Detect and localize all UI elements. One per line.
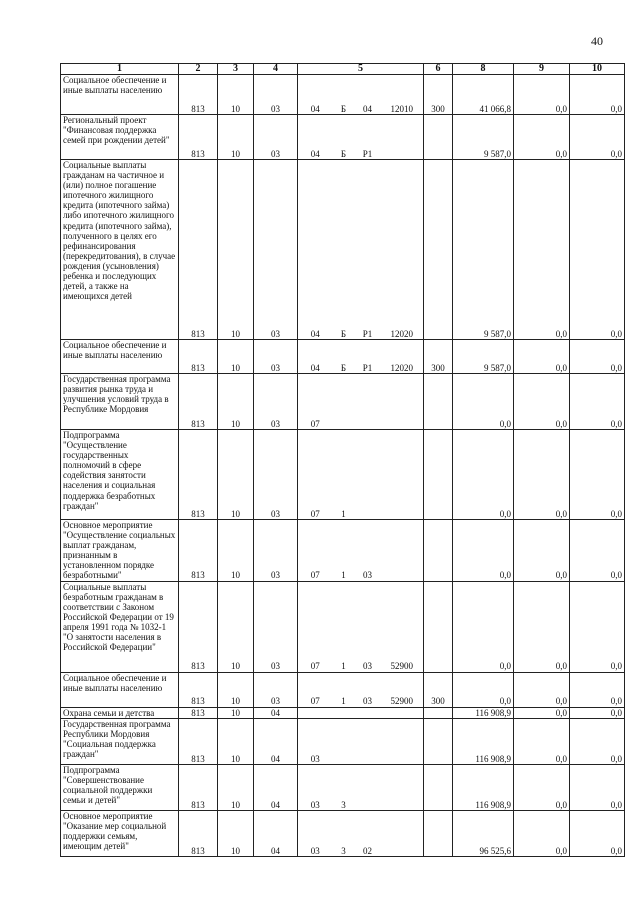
col-5-part-3: 03 [355,581,381,672]
header-row [61,64,625,75]
col-6 [424,764,453,810]
col-5-part-3 [355,718,381,764]
col-3: 10 [218,718,254,764]
col-6: 300 [424,672,453,707]
col-3: 10 [218,810,254,856]
column-header-8: 8 [453,64,514,75]
col-8: 96 525,6 [453,810,514,856]
row-name: Государственная программа Республики Мордовия "Социальная поддержка граждан" [61,718,179,764]
col-5-part-1: 03 [298,810,333,856]
col-2: 813 [179,581,218,672]
col-10: 0,0 [570,430,625,520]
col-2: 813 [179,672,218,707]
col-5-part-3 [355,707,381,718]
table-body [61,75,625,857]
row-name: Подпрограмма "Осуществление государственных полномочий в сфере содействия занятости населения и социальная поддержка безработных граждан" [61,430,179,520]
col-4: 03 [254,581,298,672]
col-5-part-1: 07 [298,430,333,520]
col-5-part-1: 07 [298,581,333,672]
col-8: 0,0 [453,374,514,430]
col-5-part-4 [381,374,424,430]
table-row [61,810,625,856]
col-9: 0,0 [514,707,570,718]
col-6 [424,520,453,582]
column-header-4: 4 [254,64,298,75]
col-5-part-2: 1 [333,430,355,520]
col-10: 0,0 [570,764,625,810]
col-5-part-4 [381,115,424,160]
col-3: 10 [218,764,254,810]
col-2: 813 [179,115,218,160]
col-2: 813 [179,520,218,582]
table-row [61,707,625,718]
row-name: Социальное обеспечение и иные выплаты населению [61,340,179,374]
col-2: 813 [179,718,218,764]
col-2: 813 [179,764,218,810]
col-9: 0,0 [514,75,570,115]
col-10: 0,0 [570,520,625,582]
col-10: 0,0 [570,581,625,672]
col-8: 9 587,0 [453,115,514,160]
col-5-part-3: 03 [355,672,381,707]
col-5-part-1: 04 [298,160,333,340]
col-8: 0,0 [453,430,514,520]
col-3: 10 [218,581,254,672]
col-6 [424,430,453,520]
col-6 [424,707,453,718]
col-9: 0,0 [514,430,570,520]
col-5-part-2: 3 [333,764,355,810]
col-3: 10 [218,75,254,115]
col-4: 03 [254,75,298,115]
col-3: 10 [218,672,254,707]
col-5-part-1: 04 [298,75,333,115]
col-2: 813 [179,707,218,718]
col-5-part-3 [355,764,381,810]
col-5-part-4 [381,520,424,582]
column-header-5: 5 [298,64,424,75]
col-5-part-2 [333,718,355,764]
table-row [61,340,625,374]
col-2: 813 [179,374,218,430]
col-5-part-2: 1 [333,672,355,707]
col-5-part-4 [381,430,424,520]
col-9: 0,0 [514,810,570,856]
col-4: 03 [254,374,298,430]
col-8: 9 587,0 [453,160,514,340]
row-name: Социальное обеспечение и иные выплаты населению [61,672,179,707]
col-3: 10 [218,160,254,340]
col-9: 0,0 [514,160,570,340]
col-5-part-1: 07 [298,374,333,430]
col-9: 0,0 [514,374,570,430]
table-row [61,430,625,520]
col-10: 0,0 [570,75,625,115]
row-name: Основное мероприятие "Оказание мер социальной поддержки семьям, имеющим детей" [61,810,179,856]
col-2: 813 [179,810,218,856]
col-8: 0,0 [453,520,514,582]
col-4: 03 [254,520,298,582]
col-8: 116 908,9 [453,718,514,764]
col-8: 41 066,8 [453,75,514,115]
col-6 [424,810,453,856]
col-5-part-3 [355,374,381,430]
col-9: 0,0 [514,115,570,160]
table-row [61,672,625,707]
col-5-part-2: 3 [333,810,355,856]
row-name: Социальное обеспечение и иные выплаты населению [61,75,179,115]
col-4: 04 [254,810,298,856]
col-3: 10 [218,707,254,718]
col-5-part-3: Р1 [355,115,381,160]
col-8: 9 587,0 [453,340,514,374]
col-5-part-1: 04 [298,340,333,374]
col-5-part-4 [381,764,424,810]
col-4: 03 [254,430,298,520]
col-2: 813 [179,75,218,115]
col-10: 0,0 [570,160,625,340]
col-6 [424,581,453,672]
col-5-part-1 [298,707,333,718]
table-row [61,115,625,160]
col-4: 03 [254,672,298,707]
col-4: 04 [254,707,298,718]
col-8: 0,0 [453,581,514,672]
page-number: 40 [591,34,603,48]
col-10: 0,0 [570,707,625,718]
column-header-3: 3 [218,64,254,75]
col-5-part-3: 02 [355,810,381,856]
col-5-part-2: Б [333,340,355,374]
col-9: 0,0 [514,581,570,672]
col-6 [424,374,453,430]
table-row [61,374,625,430]
col-5-part-4: 12020 [381,160,424,340]
col-5-part-1: 07 [298,672,333,707]
row-name: Государственная программа развития рынка труда и улучшения условий труда в Республике Мордовия [61,374,179,430]
col-6: 300 [424,75,453,115]
col-5-part-2: 1 [333,581,355,672]
col-10: 0,0 [570,115,625,160]
col-5-part-2 [333,707,355,718]
col-5-part-4: 12010 [381,75,424,115]
col-5-part-3: Р1 [355,160,381,340]
col-5-part-2 [333,374,355,430]
col-5-part-2: Б [333,75,355,115]
col-6 [424,115,453,160]
col-3: 10 [218,374,254,430]
table-row [61,718,625,764]
col-9: 0,0 [514,764,570,810]
table-row [61,75,625,115]
col-5-part-4: 52900 [381,581,424,672]
col-5-part-3: 03 [355,520,381,582]
col-8: 0,0 [453,672,514,707]
col-9: 0,0 [514,520,570,582]
col-10: 0,0 [570,718,625,764]
col-9: 0,0 [514,672,570,707]
col-3: 10 [218,520,254,582]
col-4: 04 [254,764,298,810]
row-name: Охрана семьи и детства [61,707,179,718]
row-name: Социальные выплаты гражданам на частичное и (или) полное погашение ипотечного жилищного кредита (ипотечного займа) либо ипотечного жилищного кредита (ипотечного займа), полученного в целях его рефинансирования (перекредитования), в случае рождения (усыновления) ребенка и последующих детей, а также на имеющихся детей [61,160,179,340]
column-header-6: 6 [424,64,453,75]
col-5-part-2: 1 [333,520,355,582]
col-6: 300 [424,340,453,374]
col-3: 10 [218,430,254,520]
col-10: 0,0 [570,374,625,430]
col-5-part-4 [381,707,424,718]
col-5-part-4 [381,810,424,856]
row-name: Основное мероприятие "Осуществление социальных выплат гражданам, признанным в установленном порядке безработными" [61,520,179,582]
table-row [61,581,625,672]
col-5-part-3: Р1 [355,340,381,374]
col-9: 0,0 [514,340,570,374]
col-5-part-4 [381,718,424,764]
col-5-part-1: 03 [298,718,333,764]
col-10: 0,0 [570,672,625,707]
col-5-part-1: 04 [298,115,333,160]
table-row [61,520,625,582]
col-5-part-4: 52900 [381,672,424,707]
col-8: 116 908,9 [453,764,514,810]
column-header-9: 9 [514,64,570,75]
column-header-10: 10 [570,64,625,75]
col-6 [424,718,453,764]
col-5-part-3: 04 [355,75,381,115]
col-9: 0,0 [514,718,570,764]
col-2: 813 [179,430,218,520]
row-name: Социальные выплаты безработным гражданам в соответствии с Законом Российской Федерации от 19 апреля 1991 года № 1032-1 "О занятости населения в Российской Федерации" [61,581,179,672]
table-row [61,160,625,340]
col-2: 813 [179,160,218,340]
col-6 [424,160,453,340]
col-3: 10 [218,115,254,160]
col-5-part-1: 03 [298,764,333,810]
col-5-part-1: 07 [298,520,333,582]
col-5-part-3 [355,430,381,520]
row-name: Региональный проект "Финансовая поддержка семей при рождении детей" [61,115,179,160]
col-5-part-2: Б [333,160,355,340]
col-3: 10 [218,340,254,374]
table-row [61,764,625,810]
col-8: 116 908,9 [453,707,514,718]
col-5-part-4: 12020 [381,340,424,374]
column-header-1: 1 [61,64,179,75]
col-4: 03 [254,115,298,160]
col-4: 03 [254,340,298,374]
col-4: 03 [254,160,298,340]
col-10: 0,0 [570,340,625,374]
column-header-2: 2 [179,64,218,75]
row-name: Подпрограмма "Совершенствование социальной поддержки семьи и детей" [61,764,179,810]
col-2: 813 [179,340,218,374]
col-4: 04 [254,718,298,764]
col-10: 0,0 [570,810,625,856]
col-5-part-2: Б [333,115,355,160]
budget-table [60,63,625,857]
